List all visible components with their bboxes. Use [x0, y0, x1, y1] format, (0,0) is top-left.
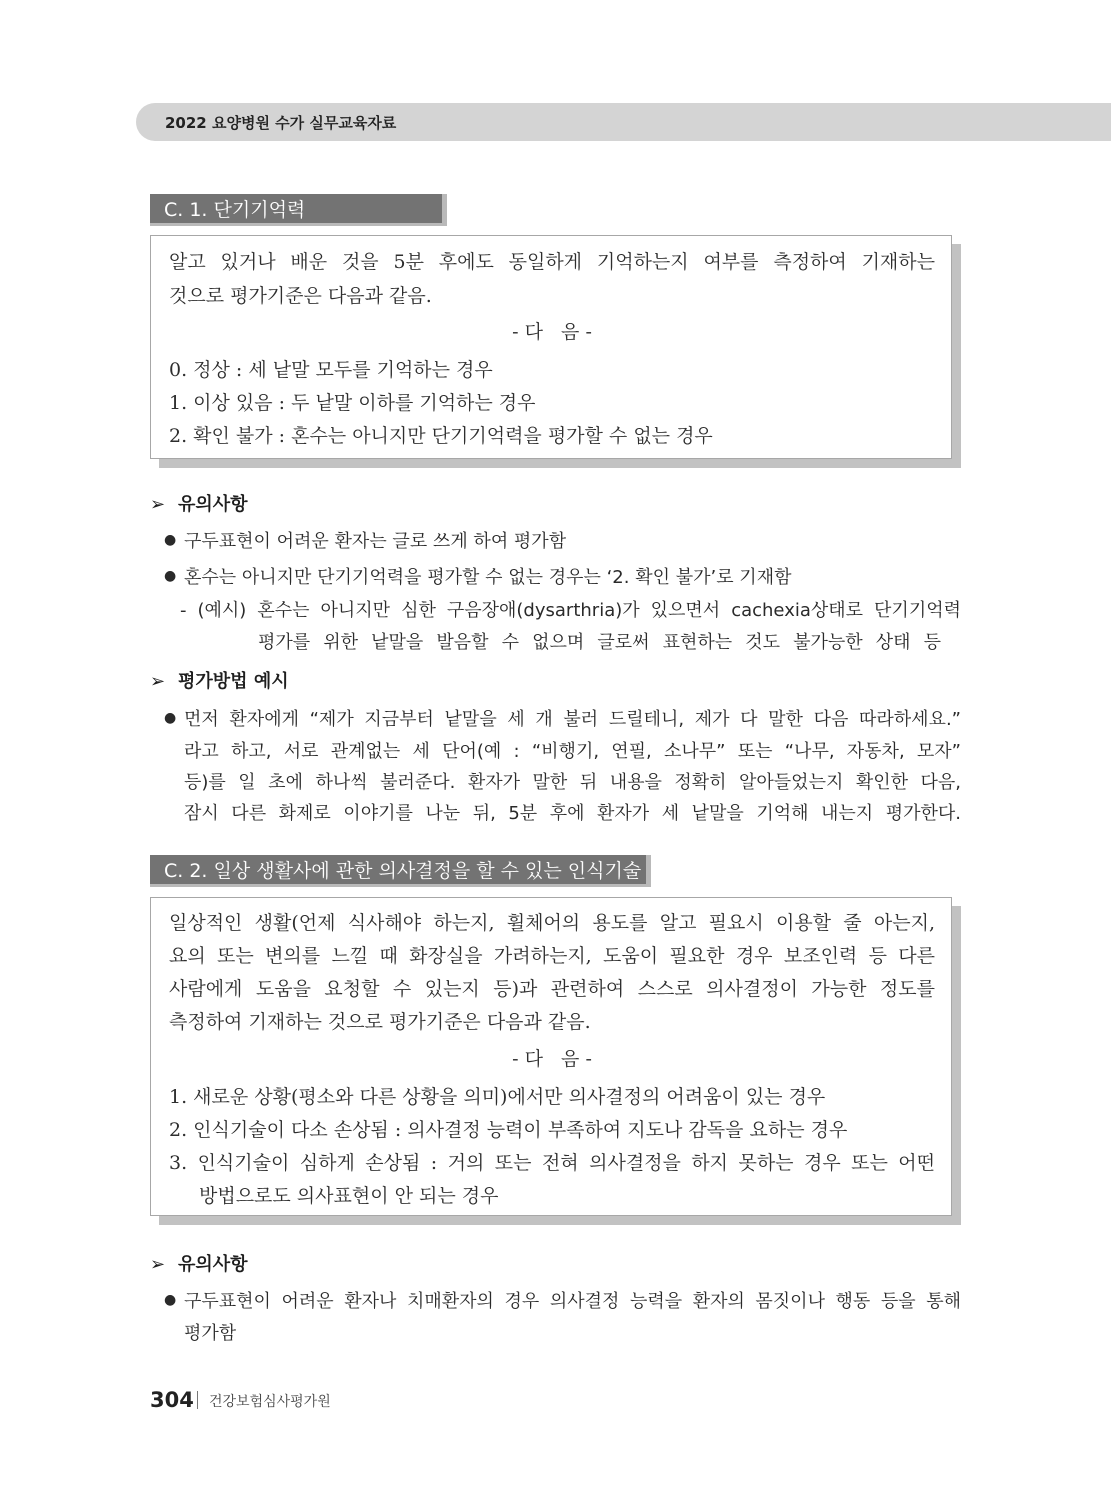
- dagum-label: - 다 음 -: [512, 321, 592, 343]
- note-text: 구두표현이 어려운 환자는 글로 쓰게 하여 평가함: [184, 531, 567, 552]
- note-text: 구두표현이 어려운 환자나 치매환자의 경우 의사결정 능력을 환자의 몸짓이나 행동 등을 통해: [184, 1291, 961, 1312]
- page-number: 304: [150, 1388, 194, 1412]
- criteria-item: 2. 인식기술이 다소 손상됨 : 의사결정 능력이 부족하여 지도나 감독을 요하는 경우: [169, 1119, 848, 1141]
- method-text: 먼저 환자에게 “제가 지금부터 낱말을 세 개 불러 드릴테니, 제가 다 말한 다음 따라하세요.”: [184, 709, 961, 730]
- method-text: 잠시 다른 화제로 이야기를 나눈 뒤, 5분 후에 환자가 세 낱말을 기억해 내는지 평가한다.: [184, 803, 961, 824]
- intro-line: 일상적인 생활(언제 식사해야 하는지, 휠체어의 용도를 알고 필요시 이용할 줄 아는지,: [169, 912, 935, 934]
- criteria-box-c2: [150, 897, 952, 1216]
- section-tag-c1: C. 1. 단기기억력: [150, 194, 447, 226]
- intro-line: 사람에게 도움을 요청할 수 있는지 등)과 관련하여 스스로 의사결정이 가능한 정도를: [169, 978, 935, 1000]
- intro-line: 알고 있거나 배운 것을 5분 후에도 동일하게 기억하는지 여부를 측정하여 기재하는: [169, 251, 935, 273]
- bullet-icon: ●: [164, 710, 177, 726]
- criteria-item: 1. 새로운 상황(평소와 다른 상황을 의미)에서만 의사결정의 어려움이 있는 경우: [169, 1086, 826, 1108]
- arrow-bullet-icon: ➢: [150, 1254, 166, 1275]
- example-text: - (예시) 혼수는 아니지만 심한 구음장애(dysarthria)가 있으면서 cachexia상태로 단기기억력: [180, 600, 961, 621]
- section-tag-c2: C. 2. 일상 생활사에 관한 의사결정을 할 수 있는 인식기술: [150, 855, 651, 887]
- dagum-label: - 다 음 -: [512, 1048, 592, 1070]
- criteria-box-c1: [150, 235, 952, 459]
- arrow-bullet-icon: ➢: [150, 494, 166, 515]
- notes-heading: ➢ 유의사항: [150, 494, 248, 515]
- criteria-item: 1. 이상 있음 : 두 낱말 이하를 기억하는 경우: [169, 392, 536, 414]
- arrow-bullet-icon: ➢: [150, 671, 166, 692]
- intro-line: 것으로 평가기준은 다음과 같음.: [169, 285, 432, 307]
- intro-line: 측정하여 기재하는 것으로 평가기준은 다음과 같음.: [169, 1011, 591, 1033]
- criteria-item: 3. 인식기술이 심하게 손상됨 : 거의 또는 전혀 의사결정을 하지 못하는 경우 또는 어떤: [169, 1152, 935, 1174]
- method-text: 라고 하고, 서로 관계없는 세 단어(예 : “비행기, 연필, 소나무” 또는 “나무, 자동차, 모자”: [184, 741, 961, 762]
- intro-line: 요의 또는 변의를 느낄 때 화장실을 가려하는지, 도움이 필요한 경우 보조인력 등 다른: [169, 945, 935, 967]
- note-text: 평가함: [184, 1323, 237, 1344]
- header-title: 2022 요양병원 수가 실무교육자료: [165, 114, 397, 132]
- example-text: 평가를 위한 낱말을 발음할 수 없으며 글로써 표현하는 것도 불가능한 상태 등: [258, 632, 941, 653]
- notes-heading: ➢ 유의사항: [150, 1254, 248, 1275]
- footer-divider: [197, 1391, 198, 1409]
- criteria-item-continued: 방법으로도 의사표현이 안 되는 경우: [199, 1185, 499, 1207]
- bullet-icon: ●: [164, 568, 177, 584]
- criteria-item: 0. 정상 : 세 낱말 모두를 기억하는 경우: [169, 359, 493, 381]
- method-text: 등)를 일 초에 하나씩 불러준다. 환자가 말한 뒤 내용을 정확히 알아들었는지 확인한 다음,: [184, 772, 961, 793]
- note-text: 혼수는 아니지만 단기기억력을 평가할 수 없는 경우는 ‘2. 확인 불가’로 기재함: [184, 567, 792, 588]
- bullet-icon: ●: [164, 1292, 177, 1308]
- method-heading: ➢ 평가방법 예시: [150, 671, 289, 692]
- bullet-icon: ●: [164, 532, 177, 548]
- criteria-item: 2. 확인 불가 : 혼수는 아니지만 단기기억력을 평가할 수 없는 경우: [169, 425, 713, 447]
- footer-org: 건강보험심사평가원: [209, 1394, 331, 1410]
